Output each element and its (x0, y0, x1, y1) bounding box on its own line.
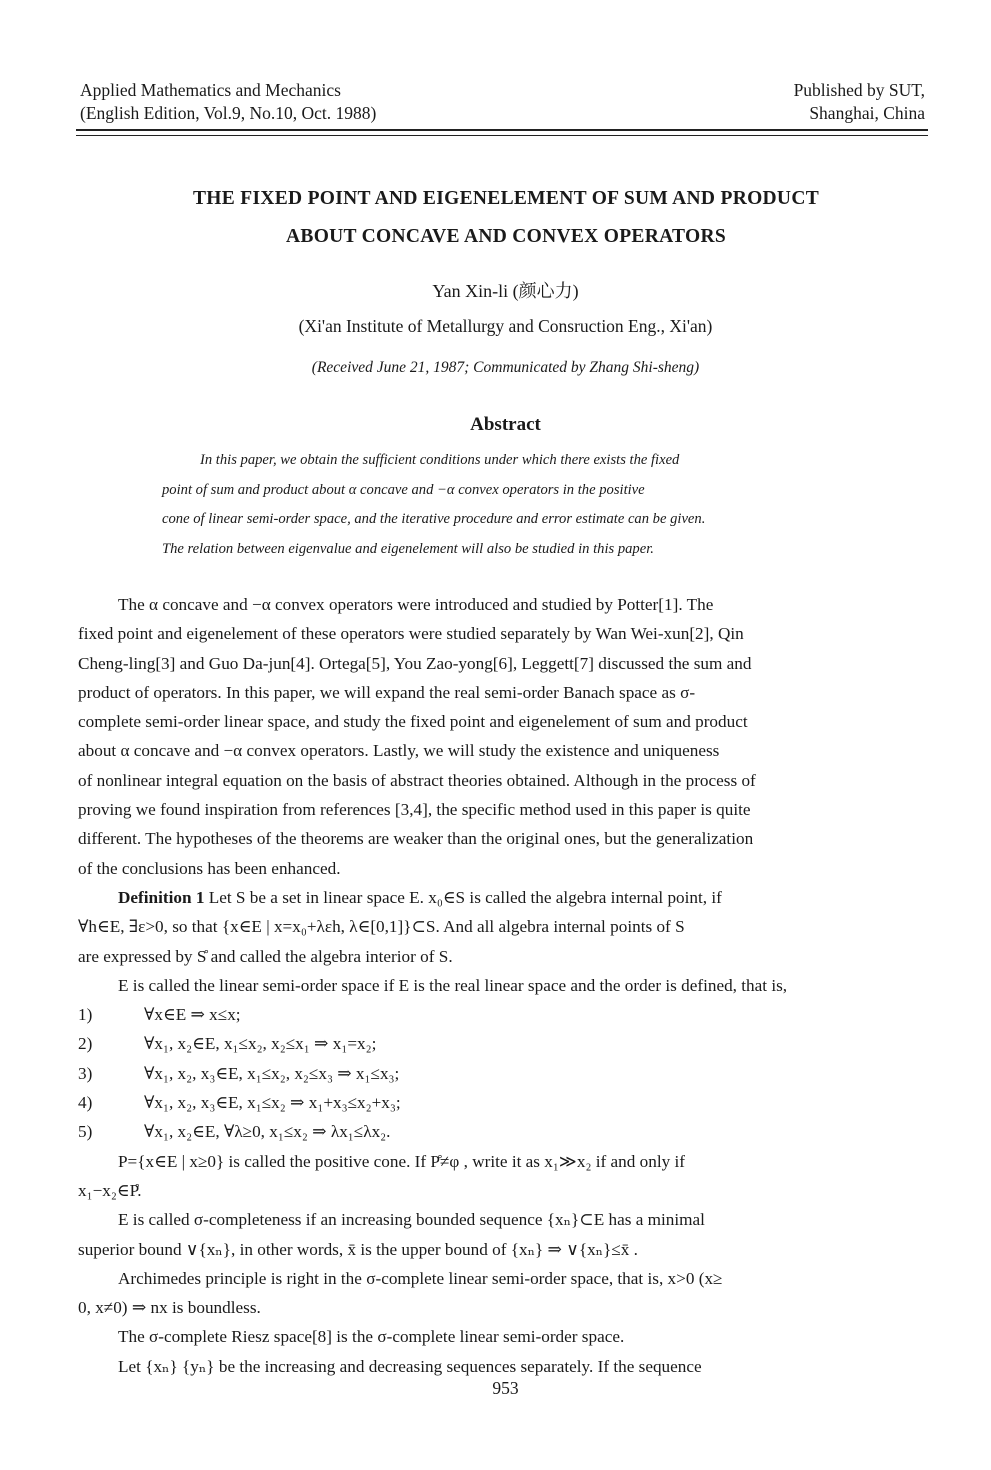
abstract-line: point of sum and product about α concave and −α convex operators in the positive (162, 481, 645, 498)
body-line-text: different. The hypotheses of the theorems are weaker than the original ones, but the generalization (78, 829, 754, 849)
publisher-location: Shanghai, China (809, 103, 925, 123)
body-line-text: are expressed by S̊ and called the algebra interior of S. (78, 946, 453, 966)
body-line (78, 883, 940, 912)
body-line-text: E is called σ-completeness if an increasing bounded sequence {xₙ}⊂E has a minimal (118, 1210, 705, 1230)
body-line (78, 736, 940, 765)
header-rule-thick (76, 129, 928, 131)
body-line (78, 1147, 940, 1176)
body-line (78, 619, 940, 648)
journal-edition: (English Edition, Vol.9, No.10, Oct. 1988) (80, 103, 377, 123)
body-line (78, 678, 940, 707)
title-line-2: ABOUT CONCAVE AND CONVEX OPERATORS (286, 226, 726, 247)
title-line-1: THE FIXED POINT AND EIGENELEMENT OF SUM AND PRODUCT (192, 188, 820, 209)
body-line (78, 1352, 940, 1381)
body-line-text: Let S be a set in linear space E. x₀∈S is called the algebra internal point, if (204, 887, 722, 907)
body-line-text: ∀x₁, x₂∈E, ∀λ≥0, x₁≤x₂ ⇒ λx₁≤λx₂. (144, 1122, 391, 1142)
body-line-text: fixed point and eigenelement of these operators were studied separately by Wan Wei-xun[2], Qin (78, 624, 744, 644)
body-line-text: Cheng-ling[3] and Guo Da-jun[4]. Ortega[5], You Zao-yong[6], Leggett[7] discussed the sum and (78, 653, 752, 673)
order-axiom-line (78, 1029, 940, 1058)
body-line (78, 971, 940, 1000)
body-line-text: ∀x∈E ⇒ x≤x; (144, 1005, 241, 1025)
axiom-number: 3) (78, 1063, 93, 1083)
body-line-text: ∀x₁, x₂∈E, x₁≤x₂, x₂≤x₁ ⇒ x₁=x₂; (144, 1034, 377, 1054)
body-line-text: about α concave and −α convex operators. Lastly, we will study the existence and uniqueness (78, 741, 720, 761)
body-line (78, 1235, 940, 1264)
body-line (78, 1322, 940, 1351)
body-line (78, 795, 940, 824)
body-line (78, 1176, 940, 1205)
body-line-text: P={x∈E | x≥0} is called the positive cone. If P̊≠φ , write it as x₁≫x₂ if and only if (118, 1151, 686, 1171)
abstract-line: cone of linear semi-order space, and the iterative procedure and error estimate can be given. (162, 511, 706, 527)
abstract-line: In this paper, we obtain the sufficient conditions under which there exists the fixed (200, 452, 680, 468)
publisher-header (794, 79, 925, 125)
abstract-body (162, 446, 854, 564)
body-line-text: ∀x₁, x₂, x₃∈E, x₁≤x₂ ⇒ x₁+x₃≤x₂+x₃; (144, 1093, 401, 1113)
order-axiom-line (78, 1117, 940, 1146)
body-line-text: x₁−x₂∈P̊. (78, 1180, 142, 1200)
body-line-text: Archimedes principle is right in the σ-complete linear semi-order space, that is, x>0 (x≥ (118, 1268, 723, 1288)
body-line (78, 824, 940, 853)
body-line-text: of the conclusions has been enhanced. (78, 858, 341, 878)
paper-title (60, 180, 952, 256)
body-line-text: E is called the linear semi-order space if E is the real linear space and the order is defined, that is, (118, 975, 788, 995)
body-line-text: product of operators. In this paper, we will expand the real semi-order Banach space as σ- (78, 682, 696, 702)
body-line (78, 1205, 940, 1234)
body-line-text: of nonlinear integral equation on the basis of abstract theories obtained. Although in the process of (78, 770, 756, 790)
body-text (78, 590, 940, 1381)
page-number: 953 (492, 1378, 519, 1398)
publisher-name: Published by SUT, (793, 80, 925, 100)
axiom-number: 2) (78, 1034, 93, 1054)
body-line (78, 649, 940, 678)
body-line (78, 1264, 940, 1293)
body-line (78, 707, 940, 736)
author: Yan Xin-li (颜心力) (432, 281, 579, 301)
body-line-text: ∀x₁, x₂, x₃∈E, x₁≤x₂, x₂≤x₃ ⇒ x₁≤x₃; (144, 1063, 400, 1083)
body-line-text: The α concave and −α convex operators were introduced and studied by Potter[1]. The (118, 595, 714, 614)
body-line-text: 0, x≠0) ⇒ nx is boundless. (78, 1298, 261, 1318)
order-axiom-line (78, 1059, 940, 1088)
body-line-text: The σ-complete Riesz space[8] is the σ-complete linear semi-order space. (118, 1327, 625, 1347)
axiom-number: 5) (78, 1122, 93, 1142)
body-line-text: superior bound ∨{xₙ}, in other words, x̄ is the upper bound of {xₙ} ⇒ ∨{xₙ}≤x̄ . (78, 1239, 638, 1259)
body-line (78, 766, 940, 795)
order-axiom-line (78, 1000, 940, 1029)
abstract-line: The relation between eigenvalue and eigenelement will also be studied in this paper. (162, 540, 654, 557)
axiom-number: 4) (78, 1093, 93, 1113)
header-rule-thin (76, 135, 928, 136)
body-line-text: Let {xₙ} {yₙ} be the increasing and decreasing sequences separately. If the sequence (118, 1356, 702, 1376)
body-line-text: complete semi-order linear space, and study the fixed point and eigenelement of sum and product (78, 712, 748, 732)
body-line-text: proving we found inspiration from references [3,4], the specific method used in this paper is quite (78, 800, 751, 820)
body-line (78, 854, 940, 883)
body-line (78, 912, 940, 941)
received-note: (Received June 21, 1987; Communicated by Zhang Shi-sheng) (311, 359, 700, 376)
axiom-number: 1) (78, 1005, 93, 1025)
body-line (78, 942, 940, 971)
abstract-heading: Abstract (470, 414, 541, 435)
journal-header (80, 79, 376, 125)
order-axiom-line (78, 1088, 940, 1117)
affiliation: (Xi'an Institute of Metallurgy and Consruction Eng., Xi'an) (298, 316, 713, 336)
body-line-text: ∀h∈E, ∃ε>0, so that {x∈E | x=x₀+λεh, λ∈[0,1]}⊂S. And all algebra internal points of S (78, 917, 685, 937)
definition-label: Definition 1 (118, 887, 205, 907)
body-line (78, 1293, 940, 1322)
journal-name: Applied Mathematics and Mechanics (80, 80, 341, 100)
body-line (78, 590, 940, 619)
